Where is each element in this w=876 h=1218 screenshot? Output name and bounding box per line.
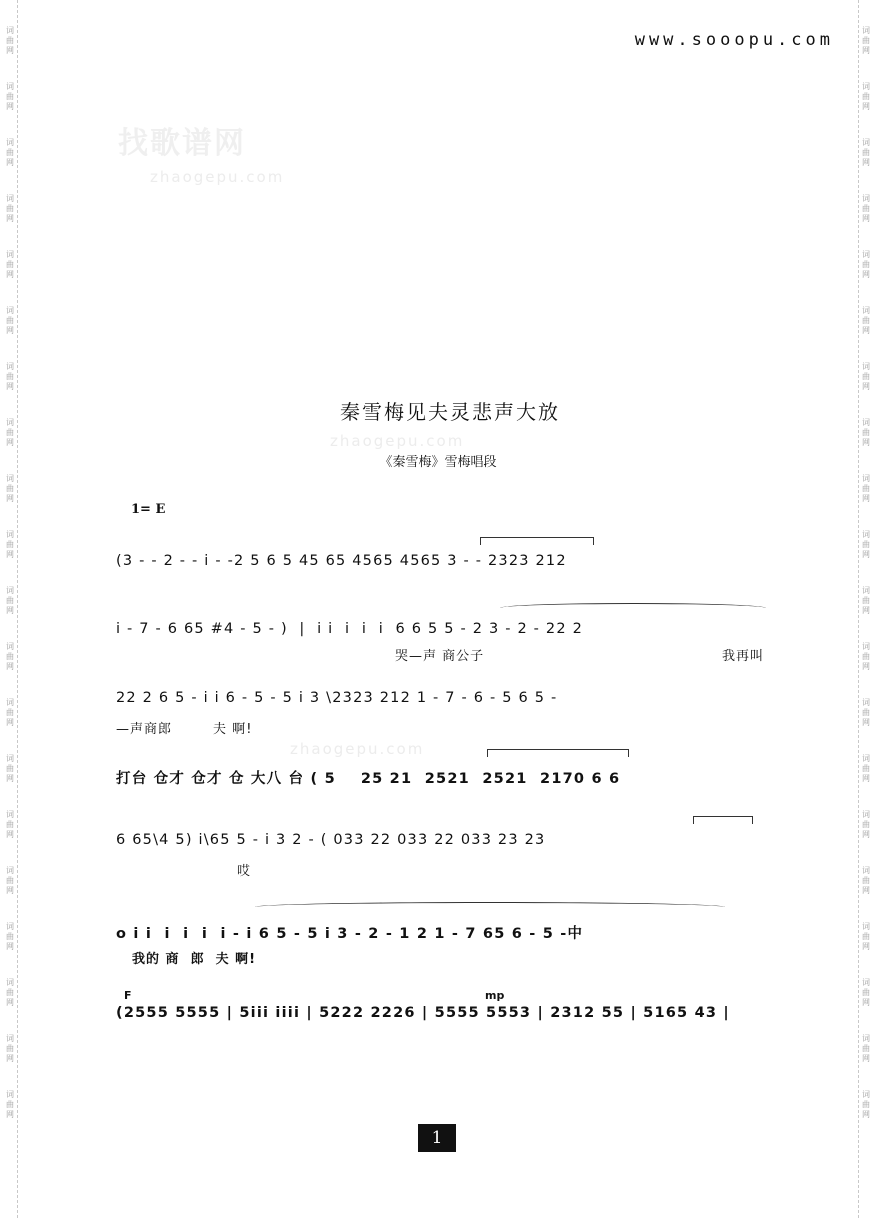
score-slur <box>500 603 766 613</box>
margin-mark-group <box>862 922 870 952</box>
lyric-line-2b: 我再叫 <box>722 649 765 664</box>
margin-mark-char: 曲 <box>862 36 870 45</box>
margin-mark-char: 词 <box>862 754 870 763</box>
score-bracket-2 <box>487 749 629 757</box>
margin-mark-char: 网 <box>6 998 14 1007</box>
margin-mark-char: 网 <box>862 494 870 503</box>
margin-mark-char: 曲 <box>862 316 870 325</box>
margin-mark-char: 曲 <box>862 484 870 493</box>
margin-mark-char: 曲 <box>6 484 14 493</box>
lyric-line-5: 哎 <box>237 864 252 879</box>
margin-mark-group <box>862 810 870 840</box>
margin-mark-char: 词 <box>862 642 870 651</box>
margin-mark-char: 词 <box>6 642 14 651</box>
margin-mark-char: 词 <box>6 754 14 763</box>
margin-mark-group <box>862 474 870 504</box>
margin-mark-char: 词 <box>862 586 870 595</box>
margin-mark-char: 网 <box>6 774 14 783</box>
margin-mark-char: 网 <box>6 830 14 839</box>
left-margin-strip <box>3 0 18 1218</box>
margin-mark-char: 网 <box>862 662 870 671</box>
margin-mark-char: 网 <box>6 662 14 671</box>
margin-mark-char: 网 <box>6 1054 14 1063</box>
margin-mark-char: 词 <box>862 978 870 987</box>
margin-mark-group <box>862 530 870 560</box>
margin-mark-char: 词 <box>862 138 870 147</box>
margin-mark-char: 词 <box>862 698 870 707</box>
score-bracket-3 <box>693 816 753 824</box>
page-number: 1 <box>418 1124 456 1152</box>
margin-mark-char: 词 <box>862 866 870 875</box>
margin-mark-group <box>862 1090 870 1120</box>
margin-mark-char: 词 <box>862 418 870 427</box>
score-slur-2 <box>255 902 725 912</box>
margin-mark-char: 网 <box>862 270 870 279</box>
right-margin-strip <box>858 0 873 1218</box>
lyric-line-6: 我的 商 郎 夫 啊! <box>132 952 257 967</box>
score-line-7: (2555 5555 | 5iii iiii | 5222 2226 | 5555 5553 | 2312 55 | 5165 43 | <box>116 1005 730 1021</box>
margin-mark-group <box>862 138 870 168</box>
margin-mark-char: 网 <box>6 438 14 447</box>
margin-mark-group <box>862 642 870 672</box>
margin-mark-char: 曲 <box>6 932 14 941</box>
margin-mark-group <box>862 194 870 224</box>
margin-mark-char: 网 <box>862 886 870 895</box>
margin-mark-group <box>862 586 870 616</box>
margin-mark-group <box>862 306 870 336</box>
margin-mark-group <box>6 866 14 896</box>
margin-mark-char: 曲 <box>862 540 870 549</box>
score-line-5: 6 65\4 5) i\65 5 - i 3 2 - ( 033 22 033 22 033 23 23 <box>116 832 546 848</box>
margin-mark-char: 词 <box>6 922 14 931</box>
margin-mark-char: 网 <box>862 774 870 783</box>
margin-mark-group <box>6 978 14 1008</box>
margin-mark-char: 网 <box>862 214 870 223</box>
margin-mark-char: 网 <box>6 494 14 503</box>
dynamic-marker-mp: mp <box>485 989 505 1002</box>
margin-mark-char: 曲 <box>862 932 870 941</box>
margin-mark-char: 曲 <box>862 148 870 157</box>
margin-mark-char: 词 <box>6 866 14 875</box>
margin-mark-group <box>6 1090 14 1120</box>
margin-mark-char: 曲 <box>6 1044 14 1053</box>
margin-mark-char: 词 <box>862 250 870 259</box>
margin-mark-char: 网 <box>6 326 14 335</box>
margin-mark-group <box>862 698 870 728</box>
margin-mark-char: 词 <box>6 530 14 539</box>
margin-mark-char: 词 <box>6 306 14 315</box>
margin-mark-group <box>862 754 870 784</box>
margin-mark-char: 词 <box>6 418 14 427</box>
margin-mark-char: 网 <box>862 438 870 447</box>
margin-mark-char: 曲 <box>6 540 14 549</box>
margin-mark-char: 网 <box>6 606 14 615</box>
margin-mark-char: 网 <box>862 1054 870 1063</box>
key-signature: 1= E <box>131 502 166 517</box>
margin-mark-group <box>6 698 14 728</box>
margin-mark-group <box>6 250 14 280</box>
margin-mark-group <box>6 194 14 224</box>
margin-mark-char: 词 <box>862 810 870 819</box>
margin-mark-group <box>862 362 870 392</box>
margin-mark-char: 曲 <box>6 1100 14 1109</box>
margin-mark-char: 词 <box>6 474 14 483</box>
score-line-6: o i i i i i i - i 6 5 - 5 i 3 - 2 - 1 2 1 - 7 65 6 - 5 -中 <box>116 926 584 942</box>
margin-mark-group <box>6 810 14 840</box>
margin-mark-char: 词 <box>6 82 14 91</box>
margin-mark-group <box>6 922 14 952</box>
lyric-line-3: —声商郎 夫 啊! <box>116 722 253 737</box>
margin-mark-group <box>862 1034 870 1064</box>
margin-mark-char: 词 <box>6 1034 14 1043</box>
margin-mark-char: 网 <box>862 1110 870 1119</box>
margin-mark-char: 网 <box>6 102 14 111</box>
margin-mark-char: 网 <box>6 214 14 223</box>
margin-mark-char: 网 <box>6 158 14 167</box>
margin-mark-char: 网 <box>6 550 14 559</box>
margin-mark-group <box>6 642 14 672</box>
margin-mark-char: 曲 <box>6 764 14 773</box>
margin-mark-group <box>6 530 14 560</box>
margin-mark-group <box>862 26 870 56</box>
margin-mark-char: 曲 <box>862 764 870 773</box>
margin-mark-char: 网 <box>862 830 870 839</box>
watermark-logo: 找歌谱网 <box>118 126 246 161</box>
margin-mark-group <box>6 82 14 112</box>
margin-mark-char: 曲 <box>862 1044 870 1053</box>
margin-mark-char: 网 <box>862 46 870 55</box>
watermark-url-lower: zhaogepu.com <box>290 740 425 758</box>
margin-mark-char: 曲 <box>862 92 870 101</box>
song-title: 秦雪梅见夫灵悲声大放 <box>340 400 560 424</box>
margin-mark-char: 曲 <box>862 652 870 661</box>
margin-mark-char: 曲 <box>862 1100 870 1109</box>
margin-mark-group <box>862 978 870 1008</box>
margin-mark-char: 曲 <box>6 428 14 437</box>
margin-mark-group <box>6 306 14 336</box>
margin-mark-char: 曲 <box>6 652 14 661</box>
margin-mark-char: 曲 <box>862 596 870 605</box>
margin-mark-char: 词 <box>862 306 870 315</box>
margin-mark-char: 词 <box>6 250 14 259</box>
margin-mark-char: 词 <box>862 922 870 931</box>
margin-mark-char: 网 <box>6 382 14 391</box>
margin-mark-char: 曲 <box>862 988 870 997</box>
margin-mark-char: 曲 <box>6 260 14 269</box>
margin-mark-group <box>6 26 14 56</box>
margin-mark-char: 词 <box>862 194 870 203</box>
margin-mark-char: 词 <box>862 530 870 539</box>
margin-mark-char: 曲 <box>6 820 14 829</box>
margin-mark-char: 曲 <box>862 820 870 829</box>
margin-mark-char: 网 <box>6 718 14 727</box>
site-url: www.sooopu.com <box>634 30 834 50</box>
margin-mark-char: 网 <box>862 102 870 111</box>
margin-mark-char: 词 <box>6 978 14 987</box>
margin-mark-char: 曲 <box>6 92 14 101</box>
margin-mark-group <box>6 474 14 504</box>
margin-mark-char: 词 <box>6 810 14 819</box>
watermark-url: zhaogepu.com <box>150 168 285 186</box>
margin-mark-group <box>862 866 870 896</box>
margin-mark-char: 网 <box>6 1110 14 1119</box>
margin-mark-char: 曲 <box>6 316 14 325</box>
score-line-2: i - 7 - 6 65 #4 - 5 - ) | i i i i i 6 6 5 5 - 2 3 - 2 - 22 2 <box>116 621 584 637</box>
score-bracket <box>480 537 594 545</box>
margin-mark-char: 词 <box>862 1034 870 1043</box>
margin-mark-char: 网 <box>6 270 14 279</box>
margin-mark-char: 网 <box>862 942 870 951</box>
margin-mark-char: 词 <box>6 698 14 707</box>
song-subtitle: 《秦雪梅》雪梅唱段 <box>379 455 497 470</box>
margin-mark-char: 网 <box>862 382 870 391</box>
margin-mark-char: 曲 <box>862 708 870 717</box>
margin-mark-group <box>6 1034 14 1064</box>
section-marker-f: F <box>124 989 132 1002</box>
margin-mark-group <box>6 754 14 784</box>
margin-mark-char: 网 <box>862 326 870 335</box>
margin-mark-char: 词 <box>862 1090 870 1099</box>
margin-mark-char: 曲 <box>6 988 14 997</box>
margin-mark-group <box>862 250 870 280</box>
lyric-line-2a: 哭—声 商公子 <box>395 649 485 664</box>
margin-mark-char: 词 <box>862 82 870 91</box>
score-line-4: 打台 仓才 仓才 仓 大八 台 ( 5 25 21 2521 2521 2170 6 6 <box>116 771 621 787</box>
margin-mark-char: 曲 <box>6 36 14 45</box>
margin-mark-char: 曲 <box>862 260 870 269</box>
margin-mark-group <box>6 362 14 392</box>
margin-mark-char: 网 <box>862 550 870 559</box>
margin-mark-char: 词 <box>6 1090 14 1099</box>
margin-mark-char: 网 <box>862 718 870 727</box>
margin-mark-char: 曲 <box>6 876 14 885</box>
margin-mark-char: 网 <box>6 46 14 55</box>
margin-mark-group <box>862 82 870 112</box>
margin-mark-char: 词 <box>6 194 14 203</box>
margin-mark-char: 曲 <box>862 428 870 437</box>
margin-mark-char: 词 <box>862 362 870 371</box>
watermark-url-mid: zhaogepu.com <box>330 432 465 450</box>
margin-mark-char: 网 <box>6 886 14 895</box>
margin-mark-char: 曲 <box>6 708 14 717</box>
margin-mark-char: 词 <box>6 138 14 147</box>
margin-mark-char: 曲 <box>862 876 870 885</box>
margin-mark-char: 词 <box>862 26 870 35</box>
margin-mark-group <box>6 586 14 616</box>
margin-mark-char: 词 <box>862 474 870 483</box>
margin-mark-char: 网 <box>862 606 870 615</box>
margin-mark-char: 网 <box>862 158 870 167</box>
margin-mark-char: 网 <box>6 942 14 951</box>
margin-mark-char: 词 <box>6 586 14 595</box>
margin-mark-char: 曲 <box>6 204 14 213</box>
margin-mark-char: 曲 <box>6 148 14 157</box>
margin-mark-group <box>6 138 14 168</box>
margin-mark-char: 曲 <box>862 372 870 381</box>
margin-mark-char: 曲 <box>862 204 870 213</box>
margin-mark-char: 曲 <box>6 372 14 381</box>
margin-mark-char: 网 <box>862 998 870 1007</box>
margin-mark-char: 词 <box>6 362 14 371</box>
score-line-3: 22 2 6 5 - i i 6 - 5 - 5 i 3 \2323 212 1 - 7 - 6 - 5 6 5 - <box>116 690 558 706</box>
margin-mark-char: 曲 <box>6 596 14 605</box>
margin-mark-char: 词 <box>6 26 14 35</box>
score-line-1: (3 - - 2 - - i - -2 5 6 5 45 65 4565 4565 3 - - 2323 212 <box>116 553 567 569</box>
